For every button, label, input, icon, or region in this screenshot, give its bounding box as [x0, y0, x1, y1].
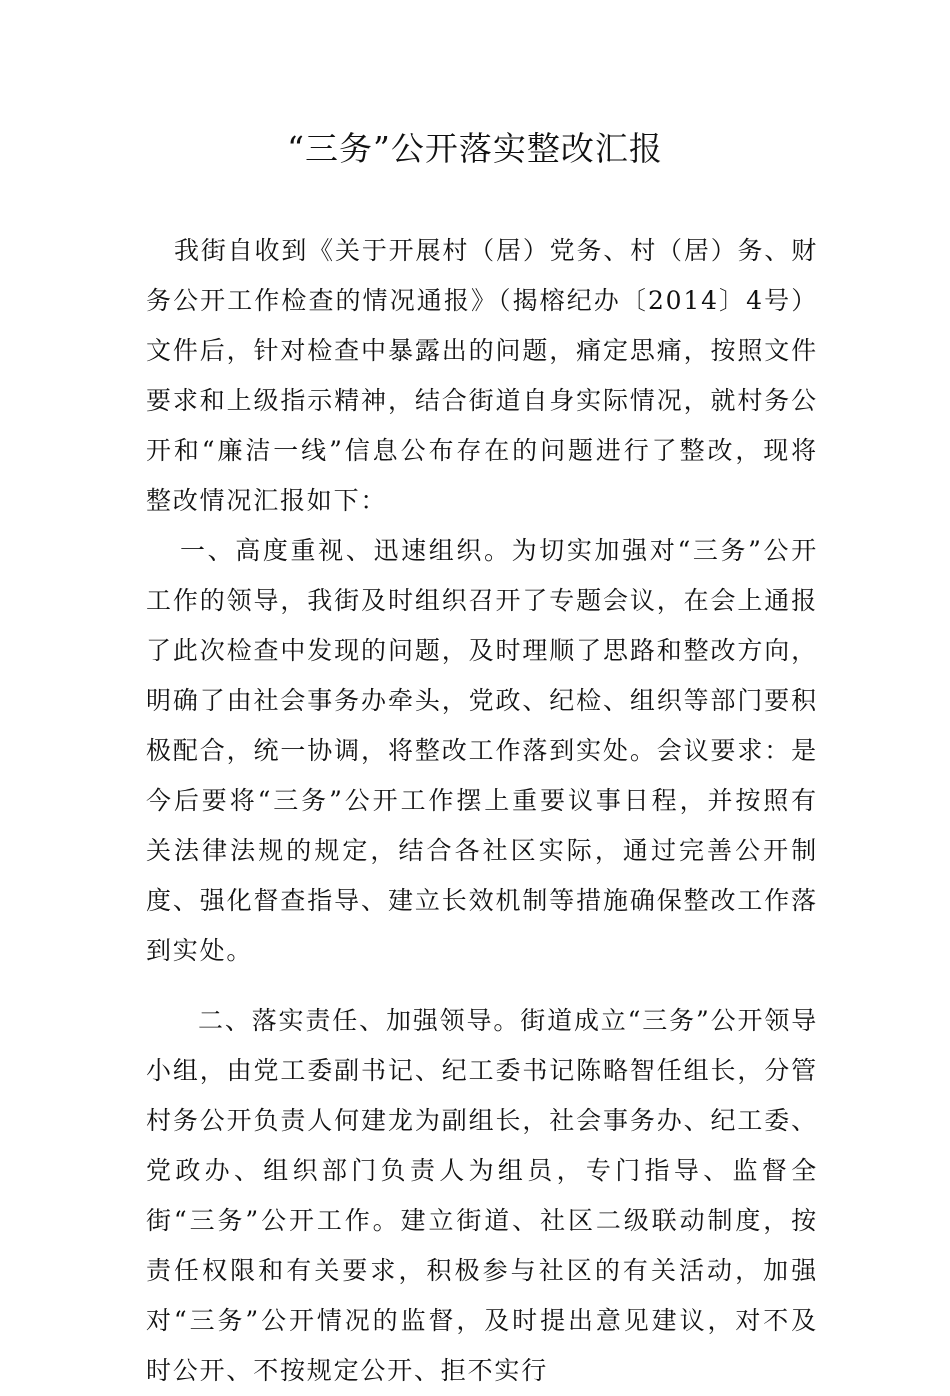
paragraph-section-one: 一、高度重视、迅速组织。为切实加强对“三务”公开工作的领导，我街及时组织召开了专题会议，在会上通报了此次检查中发现的问题，及时理顺了思路和整改方向，明确了由社会事务办牵头，党政、纪检、组织等部门要积极配合，统一协调，将整改工作落到实处。会议要求：是今后要将“三务”公开工作摆上重要议事日程，并按照有关法律法规的规定，结合各社区实际，通过完善公开制度、强化督查指导、建立长效机制等措施确保整改工作落到实处。: [146, 536, 818, 965]
paragraph-intro: 我街自收到《关于开展村（居）党务、村（居）务、财务公开工作检查的情况通报》（揭榕纪办〔2014〕4号）文件后，针对检查中暴露出的问题，痛定思痛，按照文件要求和上级指示精神，结合街道自身实际情况，就村务公开和“廉洁一线”信息公布存在的问题进行了整改，现将整改情况汇报如下：: [146, 236, 818, 515]
document-title: “三务”公开落实整改汇报: [287, 129, 663, 168]
paragraph-section-two: 二、落实责任、加强领导。街道成立“三务”公开领导小组，由党工委副书记、纪工委书记陈略智任组长，分管村务公开负责人何建龙为副组长，社会事务办、纪工委、党政办、组织部门负责人为组员，专门指导、监督全街“三务”公开工作。建立街道、社区二级联动制度，按责任权限和有关要求，积极参与社区的有关活动，加强对“三务”公开情况的监督，及时提出意见建议，对不及时公开、不按规定公开、拒不实行: [146, 1006, 818, 1385]
document-body: [146, 226, 818, 1396]
